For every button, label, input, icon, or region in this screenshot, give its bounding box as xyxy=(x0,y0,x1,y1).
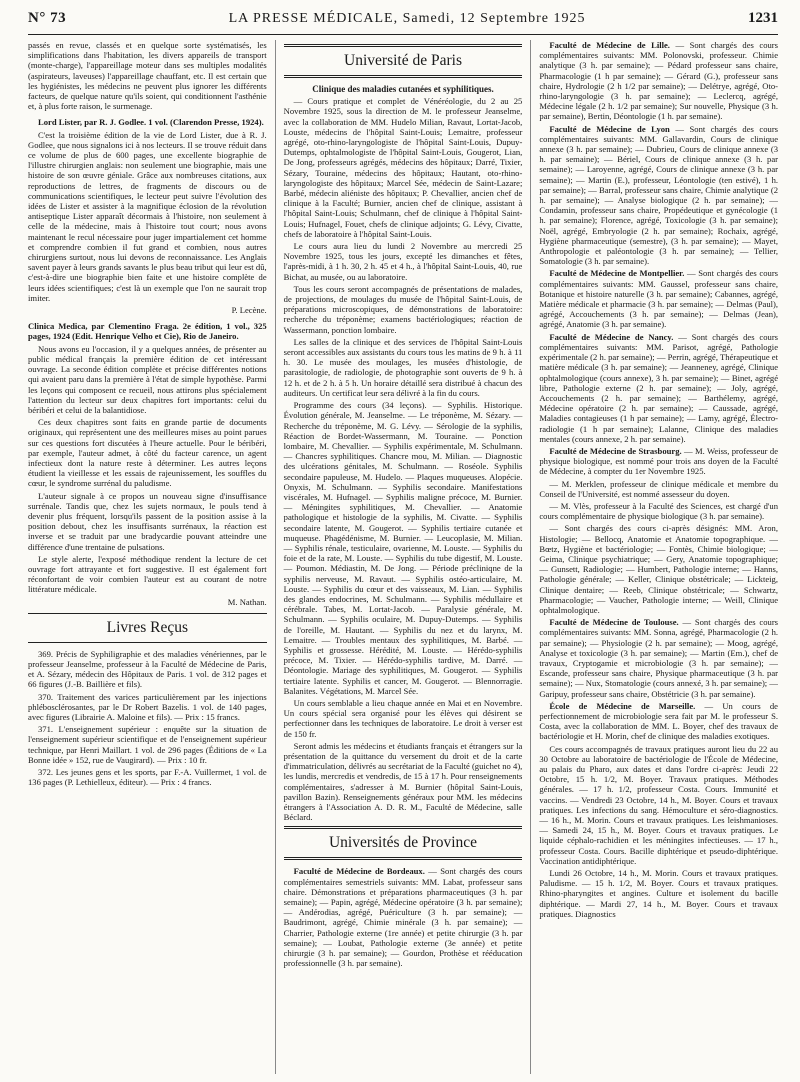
toulouse-entry xyxy=(539,617,778,699)
review-lister-body: C'est la troisième édition de la vie de Lord Lister, due à R. J. Godlee, que nous signalons ici à nos lecteurs. Il se trouve réduit dans ce volume de plus de 600 pages, une excellente biographie de l'illustre chirurgien anglais: non seulement une biographie, mais une histoire de son œuvre géniale. Grâce aux nombreuses citations, aux reproductions de lettres, de fragments de discours ou de communications scientifiques, le lecteur peut suivre l'évolution des idées de Lister et assister à la magnifique éclosion de la révolution antiseptique Lister apparaît décormais à l'histoire, non seulement à celle de la médecine, mais à l'histoire tout court; nous avons maintenant le recul nécessaire pour juger impartialement cet homme et comprendre combien il fut grand et combien, nous autres chirurgiens surtout, nous lui devons de reconnaissance. Les Anglais savent payer à leurs grands savants le plus beau tribut qui leur est dû, c'est-à-dire une biographie bien faite et une histoire complète de leurs idées scientifiques; c'est là un exemple que l'on ne saurait trop imiter. xyxy=(28,129,267,303)
review-lister xyxy=(28,117,267,127)
review-clinica-p2: Ces deux chapitres sont faits en grande partie de documents originaux, qui représentent une des meilleures mises au point parues sur ces questions fort discutées à l'heure actuelle. Pour le béribéri, par exemple, l'auteur admet, à côté du facteur carence, un agent infectieux dont la nature reste à déterminer. Les autres leçons étudient la vieillesse et les essais de rajeunissement, les souffles du cœur, le syndrome surrénal du paludisme. xyxy=(28,417,267,489)
nancy-heading: Faculté de Médecine de Nancy. xyxy=(549,331,674,342)
lille-body: — Sont chargés des cours complémentaires suivants: MM. Polonovski, professeur. Chimie analytique (3 h. par semaine); — Pédard professeur sans chaire, Pharmacologie (1 h par semaine); — Gérard (G.), professeur sans chaire, Hydrologie (2 h 1/2 par semaine); — Delétrye, agrégé, Oto-rhino-laryngologie (3 h. par semaine); — Leclercq, agrégé, Médecine légale (2 h. 1/2 par semaine); Sur nouvelle, Physique (3 h. par semaine), Bertin, Déontologie (1 h. par semaine). xyxy=(539,40,779,122)
review-clinica xyxy=(28,321,267,341)
strasbourg-entry xyxy=(539,446,778,477)
strasbourg-p1: — M. Weiss, professeur de physique biologique, est nommé pour trois ans doyen de la Faculté de Médecine, à compter du 1er Novembre 1925. xyxy=(539,445,779,477)
page-header xyxy=(28,10,778,30)
marseille-p3: Lundi 26 Octobre, 14 h., M. Morin. Cours et travaux pratiques. Paludisme. — 15 h. 1/2, M. Boyer. Cours et travaux pratiques. Rhino-pharyngites et angines. Culture et isolement du bacille diphtérique. — Mardi 27, 14 h., M. Boyer. Cours et travaux pratiques. Diagnostics xyxy=(539,868,779,919)
review-clinica-p1: Nous avons eu l'occasion, il y a quelques années, de présenter au public médical français la première édition de cet intéressant ouvrage. La seconde édition complète et précise différentes notions qui avaient paru dans la première à l'état de simple hypothèse. Parmi les leçons qui composent ce recueil, nous attirons plus spécialement l'attention du lecteur sur deux chapitres fort importants: celui du béribéri et celui de la balantidiose. xyxy=(28,343,267,415)
toulouse-heading: Faculté de Médecine de Toulouse. xyxy=(549,617,679,628)
book-entry: 372. Les jeunes gens et les sports, par F.-A. Vuillermet, 1 vol. de 136 pages (P. Lethielleux, éditeur). — Prix : 4 francs. xyxy=(28,767,267,788)
marseille-p2: Ces cours accompagnés de travaux pratiques auront lieu du 22 au 30 Octobre au laboratoire de bactériologie de l'École de Médecine, au palais du Pharo, aux dates et dans l'ordre ci-après: Jeudi 22 Octobre, 15 h. 1/2, M. Boyer. Travaux pratiques. Méthodes générales. — 17 h. 1/2, professeur Costa. Cours. Immunité et vaccins. — Vendredi 23 Octobre, 14 h., M. Boyer. Cours et travaux pratiques. Les infections du sang. Hémoculture et séro-diagnostics. — 16 h., M. Morin. Cours et travaux pratiques. Les leishmanioses. — Samedi 24, 15 h., M. Boyer. Cours et travaux pratiques. Le liquide céphalo-rachidien et les méningites infectieuses. — 17 h., professeur Costa. Cours. Bacille diphtérique et pseudo-diphtérique. Vaccination antidiphtérique. xyxy=(539,743,779,866)
lyon-entry xyxy=(539,124,778,267)
clinique-program: Programme des cours (34 leçons). — Syphilis. Historique. Évolution générale, M. Jeanselme. — Le tréponème, M. Sézary. — Recherche du tréponème, M. G. Lévy. — Sérologie de la syphilis, Réaction de Bordet-Wassermann, M. Touraine. — Ponction lombaire, M. Chevallier. — Syphilis expérimentale, M. Schulmann. — Chancres syphilitiques. Chancre mou, M. Milian. — Diagnostic des ulcérations génitales, M. Schulmann. — Roséole. Syphilis secondaire papuleuse, M. Hudelo. — Plaques muqueuses. Alopécie. Onyxis, M. Schulmann. — Syphilis secondaire. Manifestations viscérales, M. Hufnagel. — Syphilis maligne précoce, M. Burnier. — Méningites syphilitiques, M. Chevallier. — Anatomie pathologique et histologie de la syphilis, M. Civatte. — Syphilis secondaire latente, M. Gougerot. — Syphilis tertiaire cutanée et muqueuse. Phagédénisme, M. Burnier. — Leucoplasie, M. Milian. — Syphilis rénale, testiculaire, ovarienne, M. Louste. — Syphilis du foie et de la rate, M. Louste. — Syphilis du tube digestif, M. Louste. — Poumon. Médiastin, M. De Jong. — Période précliniqne de la syphilis nerveuse, M. Ravaut. — Syphilis ostéo-articulaire, M. Louste. — Syphilis du cœur et des vaisseaux, M. Lian. — Syphilis des glandes endocrines, M. Schulmann. — Syphilis médullaire et cérébrale. Tabes, M. Lortat-Jacob. — Paralysie générale, M. Schulmann. — Syphilis oculaire, M. Dupuy-Dutemps. — Syphilis de l'oreille, M. Hautant. — Syphilis du nez et du larynx, M. Lemaitre. — Troubles mentaux des syphilitiques, M. Barbé. — Syphilis et grossesse. Hérédité, M. Louste. — Hérédo-syphilis précoce, M. Tixier. — Hérédo-syphilis tardive, M. Darré. — Déontologie. Mariage des syphilitiques, M. Gougerot. — Syphilis tertiaire latente. Syphilis et cancer, M. Gougerot. — Blennorragie. Balanites. Végétations, M. Marcel Sée. xyxy=(283,400,523,696)
strasbourg-heading: Faculté de Médecine de Strasbourg. xyxy=(549,445,682,456)
issue-date: Samedi, 12 Septembre 1925 xyxy=(402,11,586,26)
marseille-heading: École de Médecine de Marseille. xyxy=(549,700,696,711)
marseille-entry xyxy=(539,701,778,742)
clinique-p2: Le cours aura lieu du lundi 2 Novembre au mercredi 25 Novembre 1925, tous les jours, excepté les dimanches et fêtes, l'après-midi, à 1 h. 30, 2 h. 45 et 4 h., à l'hôpital Saint-Louis, 40, rue Bichat, au musée, ou au laboratoire. xyxy=(283,241,523,282)
clinique-p1: — Cours pratique et complet de Vénéréologie, du 2 au 25 Novembre 1925, sous la direction de M. le professeur Jeanselme, avec la collaboration de MM. Hudelo Milian, Ravaut, Lortat-Jacob, Louste, médecins de l'hôpital Saint-Louis; Lemaitre, professeur agrégé, oto-rhino-laryngologiste de l'hôpital Saint-Louis, Dupuy-Dutemps, ophtalmologiste de l'hôpital Saint-Louis, Gougerot, Lian, De Jong, professeurs agrégés, médecins des hôpitaux; Darré, Tixier, Sézary, Touraine, médecins des hôpitaux; Hautant, oto-rhino-laryngologiste des hôpitaux; Marcel Sée, médecin de Saint-Lazare; Barbé, médecin aliéniste des hôpitaux; P. Chevallier, ancien chef de clinique à la Faculté; Burnier, ancien chef de clinique, assistant à l'hôpital Saint-Louis; Schulmann, chef de clinique à l'hôpital Saint-Louis; Hufnagel, Fouet, chefs de clinique adjoints; G. Lévy, Civatte, chefs de laboratoire à l'hôpital Saint-Louis. xyxy=(283,96,523,239)
column-2 xyxy=(275,40,531,1074)
masthead xyxy=(229,11,586,27)
lyon-heading: Faculté de Médecine de Lyon xyxy=(549,123,670,134)
strasbourg-p2: — M. Merklen, professeur de clinique médicale et membre du Conseil de l'Université, est nommé assesseur du doyen. xyxy=(539,478,779,499)
montpellier-body: — Sont chargés des cours complémentaires suivants: MM. Gaussel, professeur sans chaire, Botanique et histoire naturelle (3 h. par semaine); Cabannes, agrégé, Matière médicale et pharmacie (3 h. par semaine); — Delmas (Paul), agrégé, Accouchements (3 h. par semaine); — Delmas (Jean), agrégé, Anatomie (3 h. par semaine). xyxy=(539,268,779,330)
livres-recus-title: Livres Reçus xyxy=(28,613,267,643)
book-entry: 370. Traitement des varices particulièrement par les injections phlébosclérosantes, par le Dr Robert Bazelis. 1 vol. de 140 pages, avec figures (Librairie A. Maloine et fils). — Prix : 15 francs. xyxy=(28,691,267,722)
strasbourg-p4: — Sont chargés des cours ci-après désignés: MM. Aron, Histologie; — Bellocq, Anatomie et Anatomie topographique. — Bœtz, Hygiène et bactériologie; — Fontès, Chimie biologique; — Geima, Clinique psychiatrique; — Gery, Anatomie topographique; — Gunsett, Radiologie; — Humbert, Pathologie interne; — Hanns, Pathologie générale; — Keller, Clinique obstétricale; — Lickteig, Clinique dentaire; — Reeb, Clinique obstétricale; — Schwartz, Pharmacologie; — Vaucher, Pathologie interne; — Weill, Clinique ophtalmologique. xyxy=(539,523,779,615)
issue-number: N° 73 xyxy=(28,10,67,26)
review-clinica-signature: M. Nathan. xyxy=(227,596,267,607)
journal-title: LA PRESSE MÉDICALE, xyxy=(228,11,399,26)
nancy-body: — Sont chargés des cours complémentaires suivants: MM. Parisot, agrégé, Pathologie expérimentale (2 h. par semaine); — Perrin, agrégé, Thérapeutique et matière médicale (3 h. par semaine); — Jeanneney, agrégé, Clinique ophtalmologique (cours annexe), 3 h. par semaine); — Binet, agrégé libre, Pathologie externe (2 h. par semaine); — Joly, agrégé, Accouchements (2 h. par semaine); — Barthélemy, agrégé, Médecine opératoire (2 h. par semaine); — Caussade, agrégé, Maladies contagieuses (1 h par semaine); — Lamy, agrégé, Électro-radiologie (1 h par semaine); Lalanne, Clinique des maladies mentales (cours annexe, 2 h. par semaine). xyxy=(539,331,779,444)
review-lister-heading: Lord Lister, par R. J. Godlee. 1 vol. (Clarendon Presse, 1924). xyxy=(38,117,264,128)
universites-province-title: Universités de Province xyxy=(284,826,523,860)
review-clinica-heading: Clinica Medica, par Clementino Fraga. 2e édition, 1 vol., 325 pages, 1924 (Edit. Henrique Velho et Cie), Rio de Janeiro. xyxy=(28,321,267,342)
nancy-entry xyxy=(539,332,778,444)
bordeaux-entry xyxy=(284,866,523,968)
bordeaux-heading: Faculté de Médecine de Bordeaux. xyxy=(293,866,425,877)
page-number: 1231 xyxy=(747,10,778,26)
clinique-p4: Les salles de la clinique et des services de l'hôpital Saint-Louis seront accessibles aux assistants du cours tous les matins de 9 h. à 11 h. 30. Le musée des moulages, les musées d'histologie, de parasitologie, de radiologie, de photographie sont ouverts de 9 h. à 12 h. et de 2 h. à 5 h. Un horaire détaillé sera distribué à chacun des auditeurs. Un certificat leur sera délivré à la fin du cours. xyxy=(283,336,523,398)
columns xyxy=(28,40,778,1074)
toulouse-body: — Sont chargés des cours complémentaires suivants: MM. Sonna, agrégé, Pharmacologie (2 h. par semaine); — Physiologie (2 h. par semaine); — Moog, agrégé, Analyse et toxicologie (3 h. par semaine); — Martin (Em.), chef de travaux, Cryptogamie et microbiologie (3 h. par semaine); — Escande, professeur sans chaire, Physique pharmaceutique (3 h. par semaine); — Nux, Stomatologie (cours annexé, 3 h. par semaine); — Garipuy, professeur sans chaire, Obstétricie (3 h. par semaine). xyxy=(539,617,779,699)
review-clinica-p4: Le style alerte, l'exposé méthodique rendent la lecture de cet ouvrage fort attrayante et fort suggestive. Il est également fort réconfortant de voir combien l'auteur est au courant de notre littérature médicale. xyxy=(28,553,267,595)
lille-entry xyxy=(539,40,778,122)
clinique-p6: Un cours semblable a lieu chaque année en Mai et en Novembre. Un cours spécial sera organisé pour les élèves qui désirent se perfectionner dans les techniques de laboratoire. Le droit à verser est de 150 fr. xyxy=(283,697,523,739)
lyon-body: — Sont chargés des cours complémentaires suivants: MM. Gallavardin, Cours de clinique annexe (3 h. par semaine); — Dubrieu, Cours de clinique annexe (3 h. par semaine); — Bériel, Cours de clinique annexe (3 h. par semaine); — Laroyenne, agrégé, Cours de clinique annexe (3 h. par semaine); — Martin (E.), professeur, Léontologie (ten estivé), 1 h. par semaine); — Barral, professeur sans chaire, Chimie analytique (2 h. par semaine); — Analyse biologique (2 h. par semaine); — Condamin, professeur sans chaire, Propédeutique et gynécologie (1 h. par semaine); Florence, agrégé, Toxicologie (3 h. par semaine); Noël, agrégé, Embryologie (2 h. par semaine); Rochaix, agrégé, Hygiène pharmaceutique (semestre), (3 h. par semaine); — Mayet, Anthropologie et paléontologie (3 h. par semaine); — Tellier, Somatologie (3 h. par semaine). xyxy=(539,123,779,267)
column-3 xyxy=(530,40,778,1074)
intro-paragraph: passés en revue, classés et en quelque sorte systématisés, les simplifications dans l'habitation, les divers appareils de transport (monte-charge), l'appareillage moteur dans ses multiples modalités (aspirateurs, laveuses) l'appareillage chauffant, etc. Il est certain que les hygiénistes, les médecins ne peuvent plus ignorer les différents facteurs, de quelque nature qu'ils soient, qui conditionnent l'asthénie et, à plus forte raison, le surmenage. xyxy=(28,40,267,112)
column-1 xyxy=(28,40,275,1074)
clinique-p3: Tous les cours seront accompagnés de présentations de malades, de projections, de moulages du musée de l'hôpital Saint-Louis, de préparations microscopiques, de démonstrations de laboratoire: recherche du tréponème; examens bactériologiques; réaction de Wassermann, ponction lombaire. xyxy=(283,283,523,335)
montpellier-entry xyxy=(539,268,778,329)
header-rule xyxy=(28,34,778,35)
clinique-title: Clinique des maladies cutanées et syphilitiques. xyxy=(312,84,494,94)
clinique-p7: Seront admis les médecins et étudiants français et étrangers sur la présentation de la quittance du versement du droit et de la carte d'immatriculation, délivrés au secrétariat de la Faculté (guichet no 4), les lundis, mercredis et vendredis, de 15 à 17 h. Pour renseignements complémentaires, s'adresser à M. Burnier (hôpital Saint-Louis, pavillon Bazin). Renseignements généraux pour MM. les médecins étrangers à l'Association A. D. R. M., Faculté de Médecine, salle Béclard. xyxy=(283,740,523,823)
book-entry: 369. Précis de Syphiligraphie et des maladies vénériennes, par le professeur Jeanselme, professeur à la Faculté de Médecine de Paris, et A. Sézary, médecin des Hôpitaux de Paris. 1 vol. de 312 pages et 66 figures (J.-B. Baillière et fils). xyxy=(28,648,267,690)
lille-heading: Faculté de Médecine de Lille. xyxy=(549,40,670,50)
montpellier-heading: Faculté de Médecine de Montpellier. xyxy=(549,268,685,279)
strasbourg-p3: — M. Vlès, professeur à la Faculté des Sciences, est chargé d'un cours complémentaire de physique biologique (3 h. par semaine). xyxy=(539,500,779,522)
bordeaux-body: — Sont chargés des cours complémentaires semestriels suivants: MM. Labat, professeur sans chaire. Démonstrations et préparations pharmaceutiques (3 h. par semaine); — Papin, agrégé, Médecine opératoire (3 h. par semaine); — Andérodias, agrégé, Puériculture (3 h. par semaine); — Baudrimont, agrégé, Chimie minérale (3 h. par semaine); — Charrier, Pathologie externe (1re année) et petite chirurgie (3 h. par semaine); — Loubat, Pathologie externe (3e année) et petite chirurgie (3 h. par semaine); — Gourdon, Prothèse et rééducation professionnelle (3 h. par semaine). xyxy=(283,866,523,969)
marseille-p1: — Un cours de perfectionnement de microbiologie sera fait par M. le professeur S. Costa, avec la collaboration de MM. L. Boyer, chef des travaux de bactériologie et H. Morin, chef de clinique des maladies exotiques. xyxy=(539,700,779,742)
review-lister-signature: P. Lecène. xyxy=(231,305,267,316)
review-clinica-p3: L'auteur signale à ce propos un nouveau signe d'insuffisance surrénale. Tandis que, chez les sujets normaux, le pouls tend à devenir plus fréquent, lorsqu'ils passent de la position assise à la position debout, chez les insuffisants surrénaux, la réaction est inverse et se traduit par une bradycardie pouvant atteindre une différence d'une trentaine de pulsations. xyxy=(28,490,267,552)
book-entry: 371. L'enseignement supérieur : enquête sur la situation de l'enseignement supérieur scientifique et de l'enseignement supérieur technique, par Henri Maillart. 1 vol. de 296 pages (Éditions de « La Bonne idée » 152, rue de Vaugirard). — Prix : 10 fr. xyxy=(28,724,267,765)
universite-paris-title: Université de Paris xyxy=(284,44,523,78)
